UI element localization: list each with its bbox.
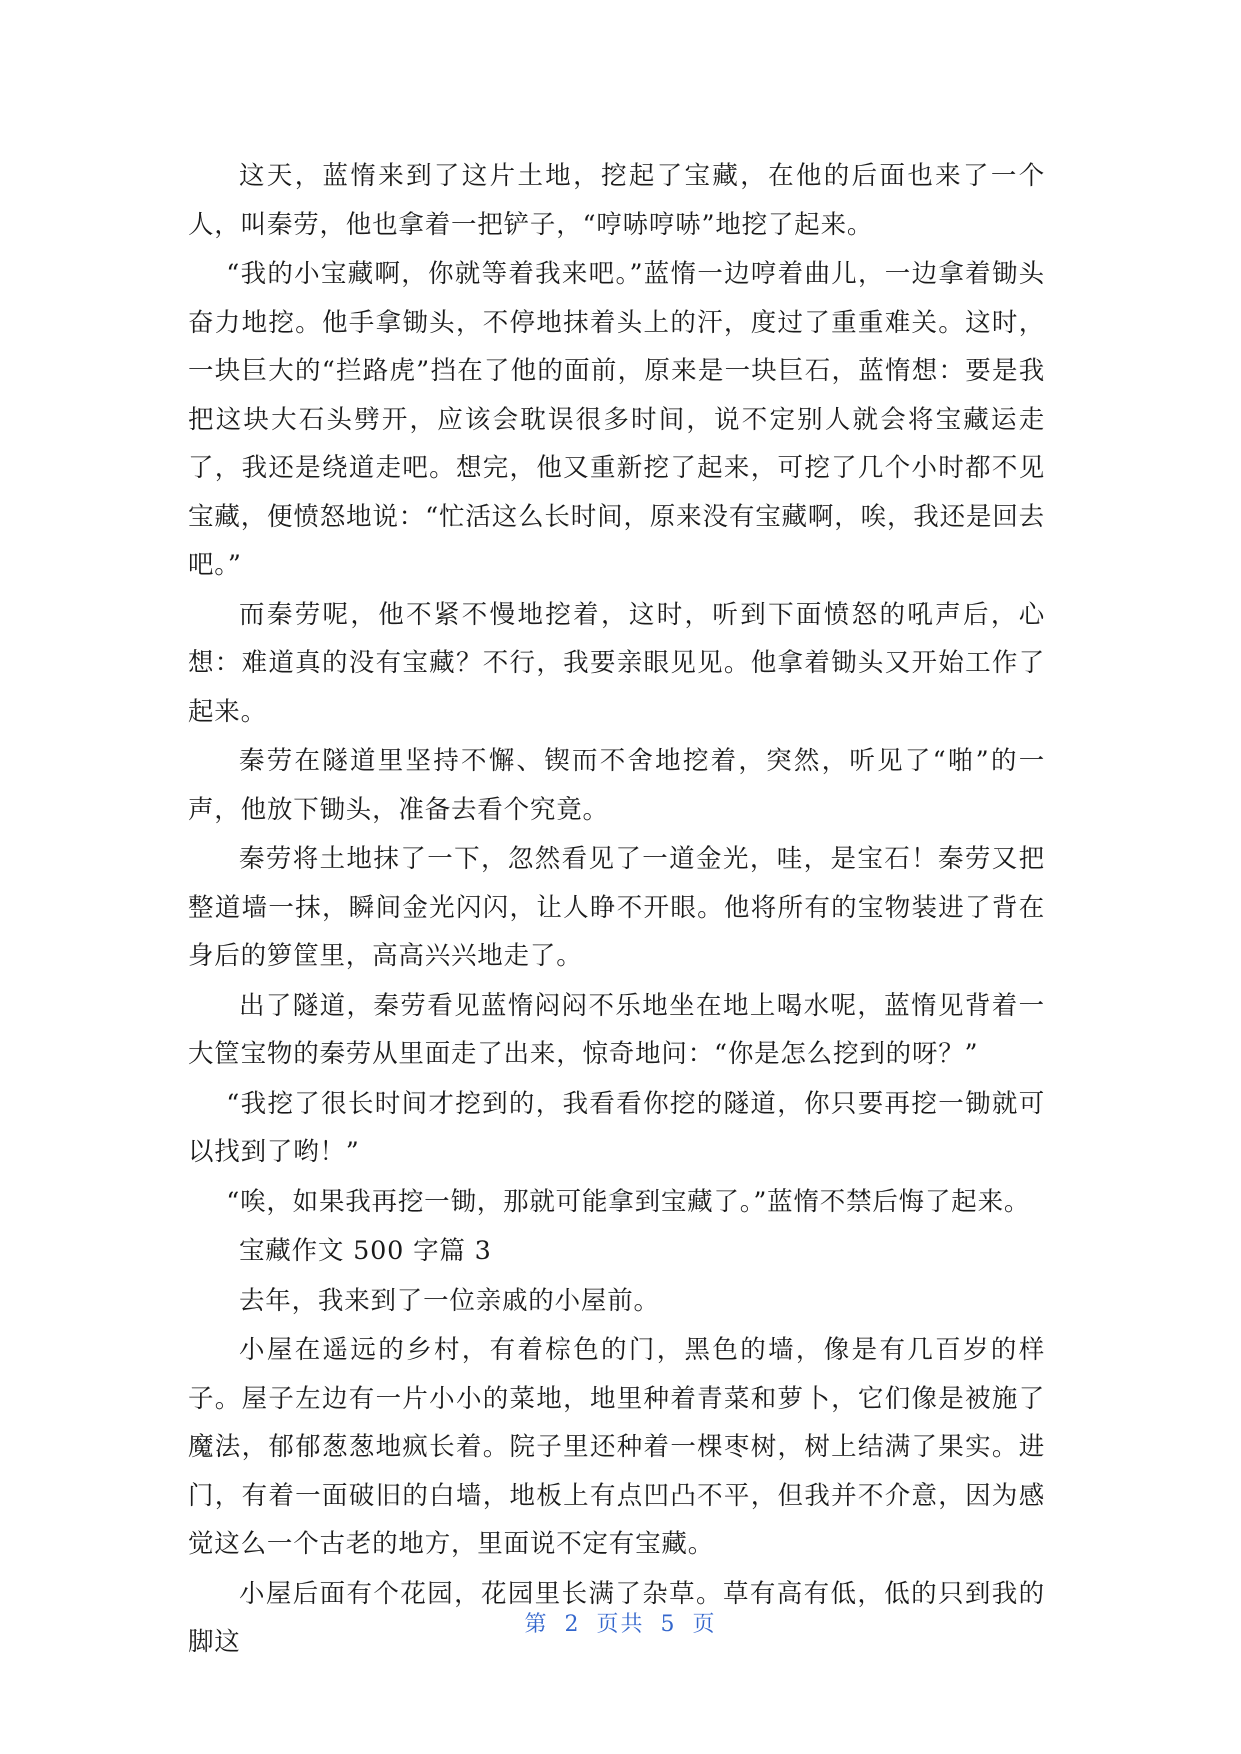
- paragraph: “我挖了很长时间才挖到的，我看看你挖的隧道，你只要再挖一锄就可以找到了哟！”: [188, 1088, 1045, 1167]
- paragraph: 出了隧道，秦劳看见蓝惰闷闷不乐地坐在地上喝水呢，蓝惰见背着一大筐宝物的秦劳从里面走了出来，惊奇地问：“你是怎么挖到的呀？”: [188, 990, 1045, 1069]
- paragraph: “我的小宝藏啊，你就等着我来吧。”蓝惰一边哼着曲儿，一边拿着锄头奋力地挖。他手拿锄头，不停地抹着头上的汗，度过了重重难关。这时，一块巨大的“拦路虎”挡在了他的面前，原来是一块巨石，蓝惰想：要是我把这块大石头劈开，应该会耽误很多时间，说不定别人就会将宝藏运走了，我还是绕道走吧。想完，他又重新挖了起来，可挖了几个小时都不见宝藏，便愤怒地说：“忙活这么长时间，原来没有宝藏啊，唉，我还是回去吧。”: [188, 259, 1045, 580]
- current-page-number: 2: [564, 1612, 581, 1637]
- paragraph: 这天，蓝惰来到了这片土地，挖起了宝藏，在他的后面也来了一个人，叫秦劳，他也拿着一把铲子，“哼哧哼哧”地挖了起来。: [188, 161, 1045, 240]
- page-mid-label: 页共: [596, 1612, 645, 1637]
- document-body: [188, 152, 1045, 1668]
- paragraph: 秦劳在隧道里坚持不懈、锲而不舍地挖着，突然，听见了“啪”的一声，他放下锄头，准备去看个究竟。: [188, 746, 1045, 825]
- paragraph: 而秦劳呢，他不紧不慢地挖着，这时，听到下面愤怒的吼声后，心想：难道真的没有宝藏？不行，我要亲眼见见。他拿着锄头又开始工作了起来。: [188, 599, 1045, 727]
- total-pages-number: 5: [660, 1612, 677, 1637]
- page-label: 第: [524, 1612, 549, 1637]
- paragraph: 秦劳将土地抹了一下，忽然看见了一道金光，哇，是宝石！秦劳又把整道墙一抹，瞬间金光闪闪，让人睁不开眼。他将所有的宝物装进了背在身后的箩筐里，高高兴兴地走了。: [188, 844, 1045, 971]
- page-footer: [0, 1607, 1241, 1638]
- paragraph: 小屋后面有个花园，花园里长满了杂草。草有高有低，低的只到我的脚这: [188, 1578, 1045, 1657]
- paragraph: 去年，我来到了一位亲戚的小屋前。: [239, 1285, 660, 1316]
- paragraph: “唉，如果我再挖一锄，那就可能拿到宝藏了。”蓝惰不禁后悔了起来。: [226, 1186, 1031, 1217]
- section-heading: 宝藏作文 500 字篇 3: [239, 1236, 492, 1266]
- page-end-label: 页: [692, 1612, 717, 1637]
- paragraph: 小屋在遥远的乡村，有着棕色的门，黑色的墙，像是有几百岁的样子。屋子左边有一片小小的菜地，地里种着青菜和萝卜，它们像是被施了魔法，郁郁葱葱地疯长着。院子里还种着一棵枣树，树上结满了果实。进门，有着一面破旧的白墙，地板上有点凹凸不平，但我并不介意，因为感觉这么一个古老的地方，里面说不定有宝藏。: [188, 1335, 1045, 1559]
